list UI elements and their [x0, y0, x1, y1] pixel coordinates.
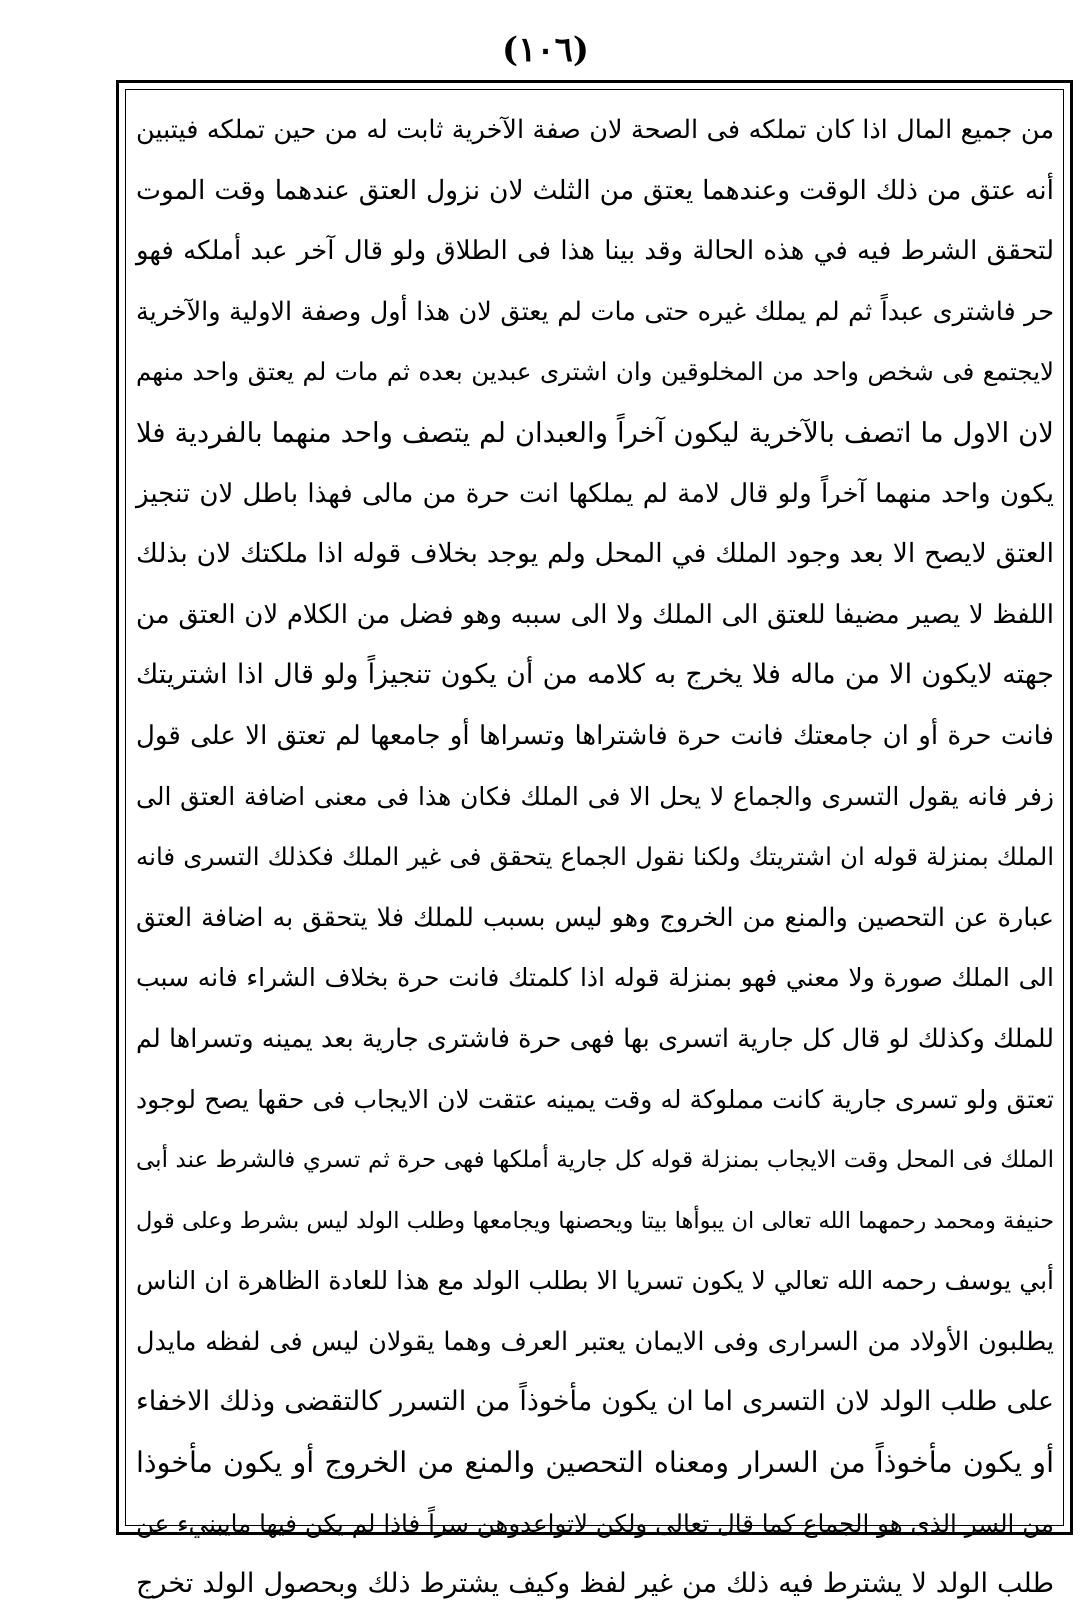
- text-line: طلب الولد لا يشترط فيه ذلك من غير لفظ وكيف يشترط ذلك وبحصول الولد تخرج: [136, 1568, 1054, 1600]
- text-line: جهته لايكون الا من ماله فلا يخرج به كلامه من أن يكون تنجيزاً ولو قال اذا اشتريتك: [136, 659, 1054, 691]
- text-line: اللفظ لا يصير مضيفا للعتق الى الملك ولا الى سببه وهو فضل من الكلام لان العتق من: [136, 599, 1054, 630]
- text-line: تعتق ولو تسرى جارية كانت مملوكة له وقت يمينه عتقت لان الايجاب فى حقها يصح لوجود: [136, 1084, 1054, 1114]
- text-line: الملك فى المحل وقت الايجاب بمنزلة قوله كل جارية أملكها فهى حرة ثم تسري فالشرط عند أبى: [136, 1147, 1054, 1174]
- text-line: حر فاشترى عبداً ثم لم يملك غيره حتى مات لم يعتق لان هذا أول وصفة الاولية والآخرية: [136, 296, 1054, 327]
- text-line: لان الاول ما اتصف بالآخرية ليكون آخراً والعبدان لم يتصف واحد منهما بالفردية فلا: [136, 416, 1054, 449]
- text-line: أبي يوسف رحمه الله تعالي لا يكون تسريا الا بطلب الولد مع هذا للعادة الظاهرة ان الناس: [136, 1266, 1054, 1296]
- text-line: العتق لايصح الا بعد وجود الملك في المحل ولم يوجد بخلاف قوله اذا ملكتك لان بذلك: [136, 538, 1054, 570]
- text-line: فانت حرة أو ان جامعتك فانت حرة فاشتراها وتسراها أو جامعها لم تعتق الا على قول: [136, 720, 1054, 751]
- text-line: لايجتمع فى شخص واحد من المخلوقين وان اشترى عبدين بعده ثم مات لم يعتق واحد منهم: [136, 357, 1054, 387]
- text-line: على طلب الولد لان التسرى اما ان يكون مأخوذاً من التسرر كالتقضى وذلك الاخفاء: [136, 1386, 1055, 1418]
- text-line: زفر فانه يقول التسرى والجماع لا يحل الا فى الملك فكان هذا فى معنى اضافة العتق الى: [136, 781, 1054, 811]
- text-line: أنه عتق من ذلك الوقت وعندهما يعتق من الثلث لان نزول العتق عندهما وقت الموت: [136, 174, 1054, 206]
- text-line: حنيفة ومحمد رحمهما الله تعالى ان يبوأها بيتا ويحصنها ويجامعها وطلب الولد ليس بشرط وعلى قول: [136, 1207, 1054, 1234]
- body-text: [130, 100, 1060, 1600]
- page-number: (١٠٦): [502, 30, 589, 70]
- text-line: أو يكون مأخوذاً من السرار ومعناه التحصين والمنع من الخروج أو يكون مأخوذا: [136, 1446, 1054, 1480]
- text-line: الملك بمنزلة قوله ان اشتريتك ولكنا نقول الجماع يتحقق فى غير الملك فكذلك التسرى فانه: [136, 842, 1054, 872]
- text-line: لتحقق الشرط فيه في هذه الحالة وقد بينا هذا فى الطلاق ولو قال آخر عبد أملكه فهو: [136, 236, 1054, 267]
- text-line: من السر الذى هو الجماع كما قال تعالى ولكن لاتواعدوهن سراً فاذا لم يكن فيها مايبنيء عن: [136, 1508, 1054, 1538]
- text-line: الى الملك صورة ولا معني فهو بمنزلة قوله اذا كلمتك فانت حرة بخلاف الشراء فانه سبب: [136, 963, 1054, 993]
- text-line: يكون واحد منهما آخراً ولو قال لامة لم يملكها انت حرة من مالى فهذا باطل لان تنجيز: [136, 478, 1054, 509]
- text-line: للملك وكذلك لو قال كل جارية اتسرى بها فهى حرة فاشترى جارية بعد يمينه وتسراها لم: [136, 1023, 1054, 1054]
- text-line: من جميع المال اذا كان تملكه فى الصحة لان صفة الآخرية ثابت له من حين تملكه فيتبين: [136, 115, 1054, 145]
- text-line: عبارة عن التحصين والمنع من الخروج وهو ليس بسبب للملك فلا يتحقق به اضافة العتق: [136, 902, 1054, 933]
- text-line: يطلبون الأولاد من السرارى وفى الايمان يعتبر العرف وهما يقولان ليس فى لفظه مايدل: [136, 1326, 1054, 1357]
